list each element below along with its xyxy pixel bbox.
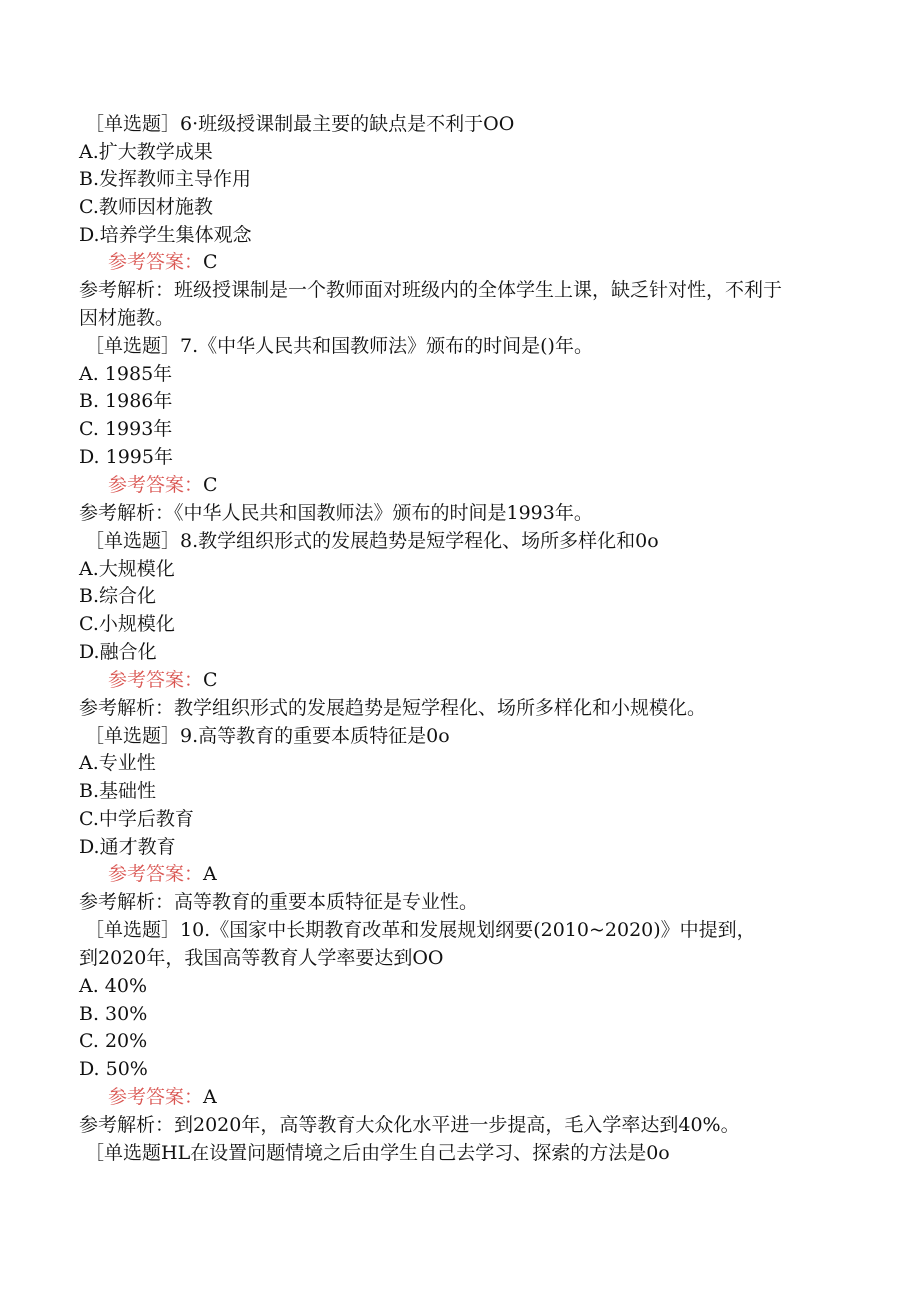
answer-label: 参考答案： — [108, 1086, 204, 1108]
question-7-stem: ［单选题］7.《中华人民共和国教师法》颁布的时间是()年。 — [85, 335, 593, 357]
answer-label: 参考答案： — [108, 251, 204, 273]
question-7-explanation: 参考解析：《中华人民共和国教师法》颁布的时间是1993年。 — [79, 502, 593, 524]
question-8-answer — [108, 667, 218, 693]
question-9-option-c: C.中学后教育 — [79, 808, 194, 830]
question-9-answer — [108, 861, 217, 887]
question-6-option-b: B.发挥教师主导作用 — [79, 168, 252, 190]
answer-value: A — [203, 863, 217, 885]
question-10-stem: ［单选题］10.《国家中长期教育改革和发展规划纲要(2010~2020)》中提到， — [85, 919, 756, 941]
question-9-option-a: A.专业性 — [79, 752, 156, 774]
question-7-answer — [108, 472, 218, 498]
question-7-option-b: B. 1986年 — [79, 390, 173, 412]
question-8-option-b: B.综合化 — [79, 585, 157, 607]
question-10-option-b: B. 30% — [79, 1003, 148, 1025]
question-10-option-d: D. 50% — [79, 1058, 148, 1080]
question-11-stem: ［单选题HL在设置问题情境之后由学生自己去学习、探索的方法是0o — [85, 1142, 670, 1164]
answer-label: 参考答案： — [108, 474, 204, 496]
question-10-explanation: 参考解析：到2020年，高等教育大众化水平进一步提高，毛入学率达到40%。 — [79, 1114, 740, 1136]
question-6-answer — [108, 249, 218, 275]
question-8-stem: ［单选题］8.教学组织形式的发展趋势是短学程化、场所多样化和0o — [85, 530, 659, 552]
question-10-option-a: A. 40% — [79, 975, 148, 997]
question-6-option-d: D.培养学生集体观念 — [79, 224, 252, 246]
question-9-option-d: D.通才教育 — [79, 836, 176, 858]
answer-value: C — [203, 669, 218, 691]
question-8-explanation: 参考解析：教学组织形式的发展趋势是短学程化、场所多样化和小规模化。 — [79, 697, 707, 719]
question-6-option-a: A.扩大教学成果 — [79, 141, 213, 163]
question-6-explanation-cont: 因材施教。 — [79, 307, 175, 329]
question-8-option-a: A.大规模化 — [79, 558, 175, 580]
question-7-option-c: C. 1993年 — [79, 418, 173, 440]
question-10-answer — [108, 1084, 217, 1110]
answer-value: A — [203, 1086, 217, 1108]
question-6-option-c: C.教师因材施教 — [79, 196, 213, 218]
question-6-stem: ［单选题］6·班级授课制最主要的缺点是不利于OO — [85, 113, 515, 135]
question-8-option-c: C.小规模化 — [79, 613, 175, 635]
question-7-option-a: A. 1985年 — [79, 363, 173, 385]
answer-value: C — [203, 474, 218, 496]
question-7-option-d: D. 1995年 — [79, 446, 173, 468]
question-10-option-c: C. 20% — [79, 1030, 148, 1052]
question-6-explanation: 参考解析：班级授课制是一个教师面对班级内的全体学生上课，缺乏针对性，不利于 — [79, 279, 783, 301]
question-9-option-b: B.基础性 — [79, 780, 157, 802]
question-9-stem: ［单选题］9.高等教育的重要本质特征是0o — [85, 725, 450, 747]
question-9-explanation: 参考解析：高等教育的重要本质特征是专业性。 — [79, 891, 479, 913]
question-10-stem-cont: 到2020年，我国高等教育人学率要达到OO — [79, 947, 444, 969]
question-8-option-d: D.融合化 — [79, 641, 157, 663]
answer-label: 参考答案： — [108, 863, 204, 885]
answer-label: 参考答案： — [108, 669, 204, 691]
answer-value: C — [203, 251, 218, 273]
